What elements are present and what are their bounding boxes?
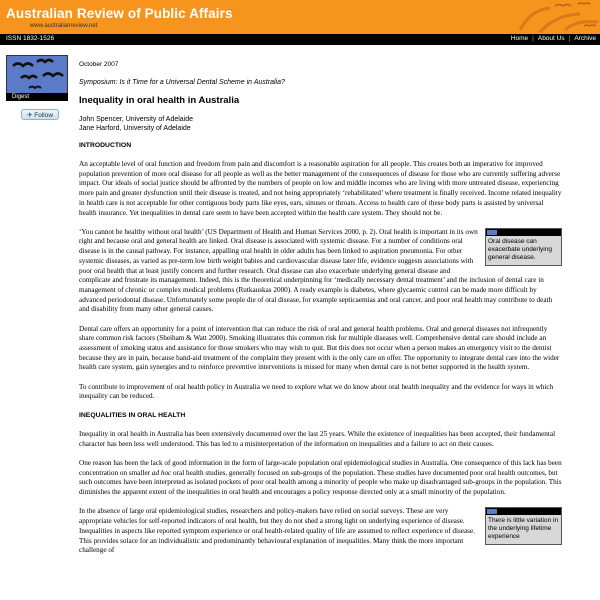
- author-1: John Spencer, University of Adelaide: [79, 116, 194, 124]
- birds-icon: [487, 509, 497, 514]
- issn-number: ISSN 1832-1526: [6, 35, 55, 42]
- follow-label: Follow: [34, 112, 54, 119]
- symposium-link[interactable]: Symposium: Is it Time for a Universal Dental Scheme in Australia?: [79, 78, 285, 86]
- paragraph: [79, 459, 562, 498]
- nav-link-home[interactable]: Home: [510, 35, 529, 42]
- pull-quote: [485, 228, 562, 266]
- section-heading: INEQUALITIES IN ORAL HEALTH: [79, 412, 186, 420]
- text-run: oral health studies, generally focused on sub-groups of the population. These studies have documented poor oral health outcomes, but such outcomes have been interpreted as isolated pockets of poor oral health among a minority of people who make up disadvantaged sub-groups in the population. This diminishes the apparent extent of the inequalities in oral health and encourages a policy response directed only at a small minority of the population.: [79, 468, 562, 497]
- site-title[interactable]: Australian Review of Public Affairs: [6, 6, 233, 21]
- section-heading: INTRODUCTION: [79, 142, 132, 150]
- pull-quote: [485, 507, 562, 545]
- nav-link-archive[interactable]: Archive: [574, 35, 596, 42]
- birds-decoration-icon: [510, 0, 600, 34]
- birds-icon: [487, 230, 497, 235]
- pull-quote-bar: [486, 508, 561, 515]
- paragraph: Inequality in oral health in Australia has been extensively documented over the last 25 years. While the existence of inequalities has been accepted, their fundamental character has been less well understood. This has led to a misinterpretation of the information on inequalities and a failure to act on their causes.: [79, 430, 556, 448]
- pull-quote-text: Oral disease can exacerbate underlying general disease.: [488, 237, 552, 261]
- author-2: Jane Harford, University of Adelaide: [79, 124, 191, 132]
- pull-quote-bar: [486, 229, 561, 236]
- paragraph: ‘You cannot be healthy without oral health’ (US Department of Health and Human Services 2000, p. 2). Oral health is important in its own right and because oral and general health are linked. Oral disease is associated with systemic disease. For a number of conditions oral disease is in the causal pathway. For instance, appalling oral health in older adults has been linked to aspiration pneumonia. For other systemic diseases, as varied as pre-term low birth weight babies and cardiovascular disease later life, evidence suggests associations with poor oral health that at least justify concern and further research. Oral disease can also exacerbate underlying general disease and complicate and frustrate its management. Indeed, this is the theoretical underpinning for ‘medically necessary dental treatment’ and the inclusion of dental care in management of chronic or complex medical problems (Rutkauskas 2000). A ready example is diabetes, where glycaemic control can be made more difficult by advanced periodontal disease. Unfortunately some people die of oral disease, for example septicaemias and oral cancer, and poor oral health may contribute to death and disability from many other general causes.: [79, 227, 553, 314]
- nav-bar: [0, 34, 600, 45]
- birds-logo-icon: [7, 56, 67, 93]
- paragraph: To contribute to improvement of oral health policy in Australia we need to explore what we do know about oral health inequality and the evidence for ways in which inequality can be reduced.: [79, 382, 554, 401]
- text-run: One reason has been the lack of good information in the form of large-scale population oral epidemiological studies in Australia. One consequence of this lack has been concentration on smaller: [79, 459, 562, 477]
- nav-separator: |: [532, 35, 534, 42]
- nav-links: [511, 35, 596, 42]
- paragraph: In the absence of large oral epidemiological studies, researchers and policy-makers have relied on social surveys. These are very appropriate vehicles for self-reported indicators of oral health, but they do not shed a strong light on underlying experience of disease. Inequalities in aspects like reported symptom experience or oral health-related quality of life are assumed to reflect experience of disease. This provides solace for an individualistic and predominantly behavioural explanation of inequalities. Many think the more important challenge of: [79, 507, 475, 555]
- pull-quote-text: There is little variation in the underlying lifetime experience: [488, 517, 559, 541]
- article: [79, 60, 562, 565]
- site-url[interactable]: www.australianreview.net: [30, 23, 98, 29]
- twitter-bird-icon: ✈: [26, 112, 33, 119]
- article-title: Inequality in oral health in Australia: [79, 95, 240, 107]
- paragraph: Dental care offers an opportunity for a point of intervention that can reduce the risk of oral and general health problems. Oral and general diseases not infrequently share common risk factors (Sheiham & Watt 2000). Smoking illustrates this common risk for multiple diseases well. Comprehensive dental care should include an assessment of smoking status and assistance for those smokers who may wish to quit. But this does not occur when a person makes an emergency visit to the dentist because they are in pain, because band-aid treatment of the complaint they present with is the only care on offer. The opportunity to integrate dental care into the wider health care system, gain synergies and to reinforce preventive interventions is missed for many when dental care is not better supported in the health system.: [79, 324, 560, 372]
- nav-separator: |: [568, 35, 571, 42]
- nav-link-about[interactable]: About Us: [537, 35, 565, 42]
- authors: [79, 116, 562, 133]
- site-header: [0, 0, 600, 34]
- paragraph: An acceptable level of oral function and freedom from pain and discomfort is a reasonable aspiration for all people. This creates both an imperative for improved population prevention of more oral disease for all people as well as the better management of the consequences of disease for those who are currently suffering adverse impact. Our ideals of social justice should be affronted by the numbers of people on low and middle incomes who are living with more untreated disease, experiencing more pain and greater dysfunction until their disease is treated, and not being appropriately ‘rehabilitated’ where treatment is finally received. Income related inequality in health care is not acceptable for other contiguous body parts like eyes, ears, sinuses or throats. Access to health care of these body parts is assisted by universal health insurance. Yet inequalities in dental care seem to have been accepted within the health care system. They should not be.: [79, 160, 562, 217]
- twitter-follow-button[interactable]: [21, 109, 59, 120]
- logo-label: Digest: [6, 93, 68, 101]
- article-date: October 2007: [79, 61, 119, 68]
- italic-text: ad hoc: [151, 468, 172, 477]
- digest-logo[interactable]: [6, 55, 68, 94]
